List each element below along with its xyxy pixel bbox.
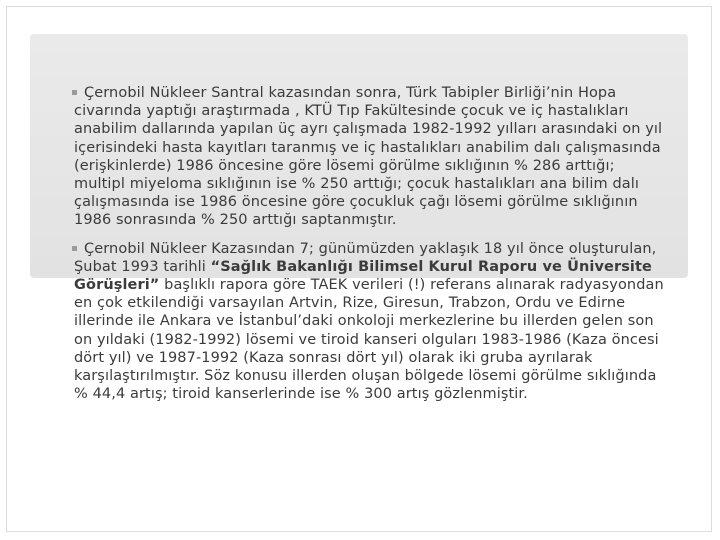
bullet-paragraph-2: [74, 240, 670, 404]
square-bullet-icon: [72, 246, 77, 251]
paragraph-1-text: Çernobil Nükleer Santral kazasından sonra, Türk Tabipler Birliği’nin Hopa civarında yaptığı araştırmada , KTÜ Tıp Fakültesinde çocuk ve iç hastalıkları anabilim dallarında yapılan üç ayrı çalışmada 1982-1992 yılları arasındaki on yıl içerisindeki hasta kayıtları taranmış ve iç hastalıkları anabilim dalı çalışmasında (erişkinlerde) 1986 öncesine göre lösemi görülme sıklığının % 286 arttığı; multipl miyeloma sıklığının ise % 250 arttığı; çocuk hastalıkları ana bilim dalı çalışmasında ise 1986 öncesine göre çocukluk çağı lösemi görülme sıklığının 1986 sonrasında % 250 arttığı saptanmıştır.: [74, 85, 663, 229]
paragraph-2-lead: Çernobil Nükleer Kazasından 7; günümüzden yaklaşık 18 yıl önce oluşturulan, Şubat 1993 tarihli: [74, 240, 657, 275]
square-bullet-icon: [72, 90, 77, 95]
slide-text-body: [74, 84, 670, 413]
paragraph-2-text: [74, 240, 670, 404]
paragraph-2-rest: başlıklı rapora göre TAEK verileri (!) referans alınarak radyasyondan en çok etkilendiği varsayılan Artvin, Rize, Giresun, Trabzon, Ordu ve Edirne illerinde ile Ankara ve İstanbul’daki onkoloji merkezlerine bu illerden gelen son on yıldaki (1982-1992) lösemi ve tiroid kanseri olguları 1983-1986 (Kaza öncesi dört yıl) ve 1987-1992 (Kaza sonrası dört yıl) olarak iki gruba ayrılarak karşılaştırılmıştır. Söz konusu illerden oluşan bölgede lösemi görülme sıklığında % 44,4 artış; tiroid kanserlerinde ise % 300 artış gözlenmiştir.: [74, 277, 664, 403]
bullet-paragraph-1: [74, 84, 670, 230]
report-title-bold: “Sağlık Bakanlığı Bilimsel Kurul Raporu ve Üniversite Görüşleri”: [74, 258, 652, 294]
